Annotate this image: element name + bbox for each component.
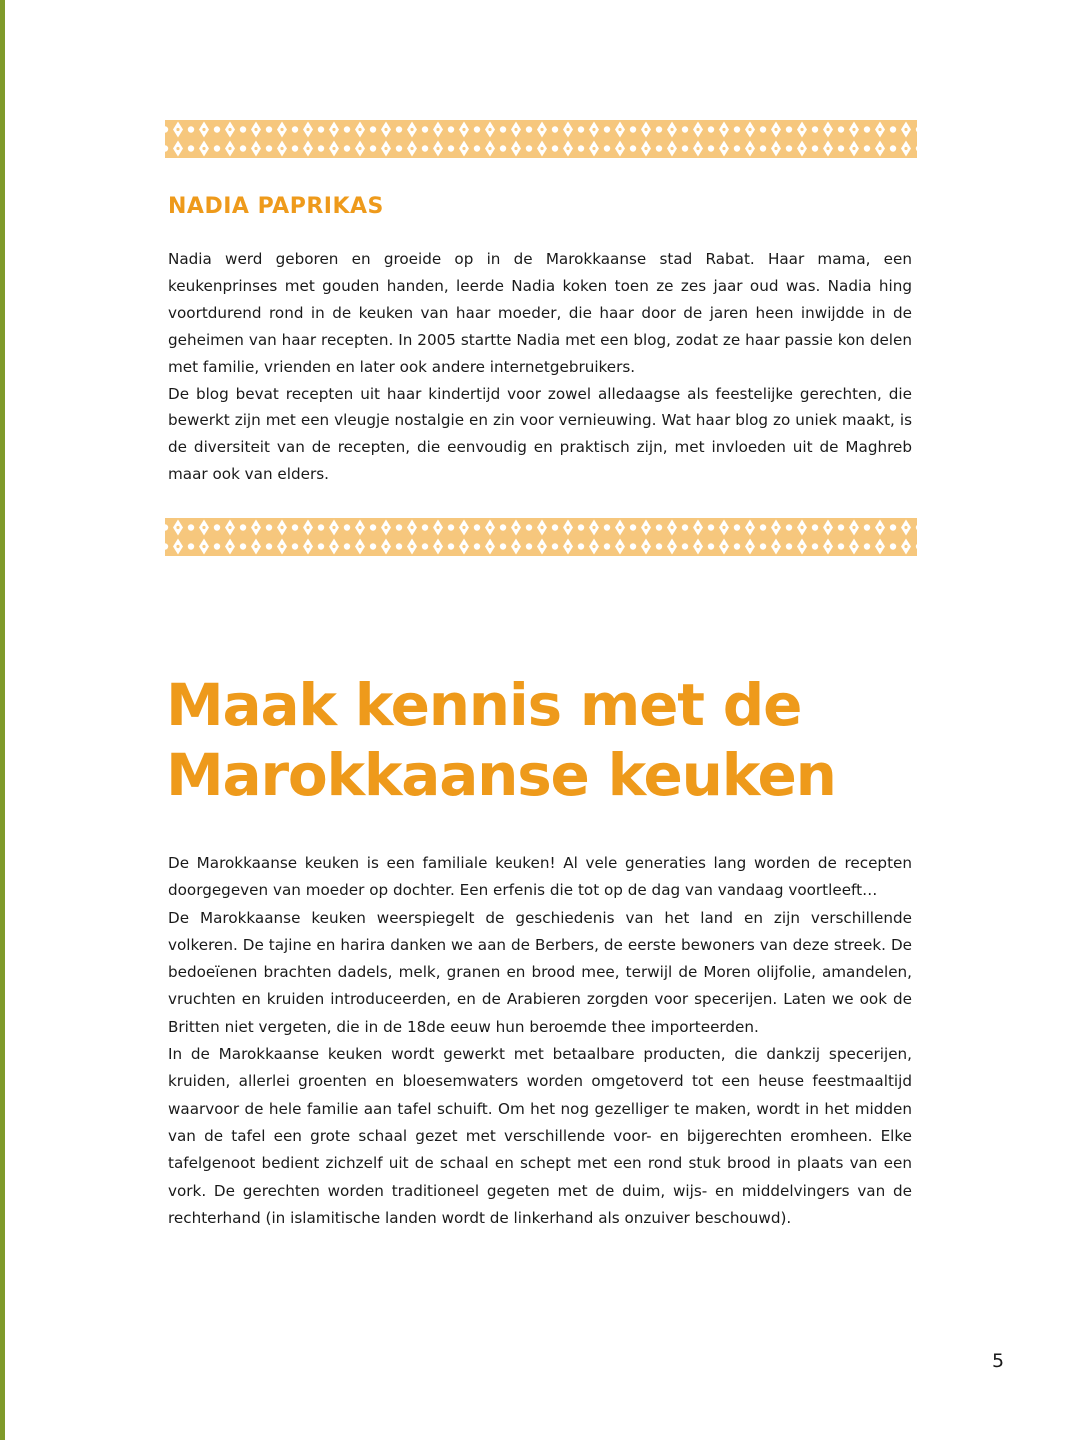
decorative-pattern-band-middle [165,518,917,556]
decorative-pattern-band-top [165,120,917,158]
bio-paragraph: Nadia werd geboren en groeide op in de Marokkaanse stad Rabat. Haar mama, een keukenprinses met gouden handen, leerde Nadia koken toen ze zes jaar oud was. Nadia hing voortdurend rond in de keuken van haar moeder, die haar door de jaren heen inwijdde in de geheimen van haar recepten. In 2005 startte Nadia met een blog, zodat ze haar passie kon delen met familie, vrienden en later ook andere internetgebruikers. [168,250,912,376]
intro-text [168,850,912,1232]
bio-paragraph: De blog bevat recepten uit haar kindertijd voor zowel alledaagse als feestelijke gerechten, die bewerkt zijn met een vleugje nostalgie en zin voor vernieuwing. Wat haar blog zo uniek maakt, is de diversiteit van de recepten, die eenvoudig en praktisch zijn, met invloeden uit de Maghreb maar ook van elders. [168,384,912,484]
page-title [166,670,966,810]
page-edge-strip [0,0,5,1440]
page-title-line-2: Marokkaanse keuken [166,741,836,809]
page-number: 5 [992,1350,1005,1372]
author-name-heading: NADIA PAPRIKAS [168,194,384,219]
moroccan-pattern [165,518,917,556]
page-title-line-1: Maak kennis met de [166,671,802,739]
moroccan-pattern [165,120,917,158]
author-bio [168,246,912,488]
intro-paragraph: De Marokkaanse keuken is een familiale keuken! Al vele generaties lang worden de recepten doorgegeven van moeder op dochter. Een erfenis die tot op de dag van vandaag voortleeft… [168,854,912,900]
intro-paragraph: In de Marokkaanse keuken wordt gewerkt met betaalbare producten, die dankzij specerijen, kruiden, allerlei groenten en bloesemwaters worden omgetoverd tot een heuse feestmaaltijd waarvoor de hele familie aan tafel schuift. Om het nog gezelliger te maken, wordt in het midden van de tafel een grote schaal gezet met verschillende voor- en bijgerechten eromheen. Elke tafelgenoot bedient zichzelf uit de schaal en schept met een rond stuk brood in plaats van een vork. De gerechten worden traditioneel gegeten met de duim, wijs- en middelvingers van de rechterhand (in islamitische landen wordt de linkerhand als onzuiver beschouwd). [168,1045,912,1227]
intro-paragraph: De Marokkaanse keuken weerspiegelt de geschiedenis van het land en zijn verschillende volkeren. De tajine en harira danken we aan de Berbers, de eerste bewoners van deze streek. De bedoeïenen brachten dadels, melk, granen en brood mee, terwijl de Moren olijfolie, amandelen, vruchten en kruiden introduceerden, en de Arabieren zorgden voor specerijen. Laten we ook de Britten niet vergeten, die in de 18de eeuw hun beroemde thee importeerden. [168,908,912,1036]
